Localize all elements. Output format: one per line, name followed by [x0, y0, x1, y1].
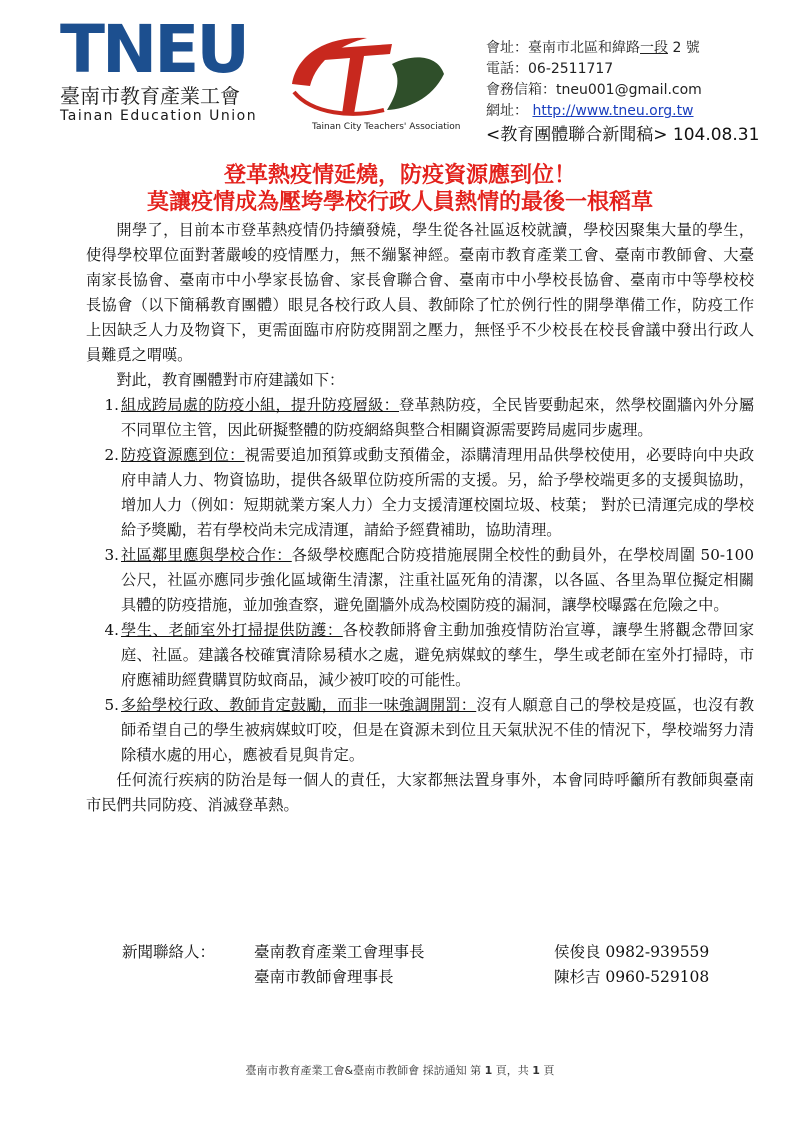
item-number: 5. [104, 696, 119, 714]
recommendation-item [86, 443, 754, 543]
headline-1: 登革熱疫情延燒，防疫資源應到位！ [223, 162, 576, 188]
email-row [486, 80, 759, 101]
item-number: 1. [104, 396, 119, 414]
footer-text-mid: 頁，共 [492, 1064, 533, 1077]
item-text: 視需要追加預算或動支預備金，添購清理用品供學校使用，必要時向中央政府申請人力、物資協助，提供各級單位防疫所需的支援。另，給予學校端更多的支援與協助，增加人力（例如：短期就業方案人力）全力支援清運校園垃圾、枝葉； 對於已清運完成的學校給予獎勵，若有學校尚未完成清運，請給予經費補助，協助清理。 [121, 446, 754, 539]
tneu-name-en: Tainan Education Union [60, 108, 258, 124]
phone-row [486, 59, 759, 80]
item-number: 2. [104, 446, 119, 464]
page-total: 1 [532, 1064, 540, 1077]
tta-logo [272, 14, 472, 140]
item-heading: 組成跨局處的防疫小組，提升防疫層級： [121, 396, 400, 414]
contact-row [122, 940, 709, 965]
contact-block [486, 38, 759, 146]
address-text: 臺南市北區和緯路 [528, 40, 640, 56]
email-label: 會務信箱： [486, 82, 556, 98]
address-underlined: 一段 [640, 40, 668, 56]
email-value: tneu001@gmail.com [556, 82, 702, 98]
item-text: 各校教師將會主動加強疫情防治宣導，讓學生將觀念帶回家庭、社區。建議各校確實清除易積水之處，避免病媒蚊的孳生，學生或老師在室外打掃時，市府應補助經費購買防蚊商品，減少被叮咬的可能性。 [121, 621, 755, 689]
tta-emblem-icon [272, 14, 472, 124]
item-heading: 社區鄰里應與學校合作： [121, 546, 292, 564]
web-row [486, 101, 759, 122]
item-number: 3. [104, 546, 119, 564]
website-link[interactable]: http://www.tneu.org.tw [532, 103, 694, 119]
phone-value: 06-2511717 [528, 61, 614, 77]
item-number: 4. [104, 621, 119, 639]
item-heading: 防疫資源應到位： [121, 446, 245, 464]
page-number: 1 [484, 1064, 493, 1077]
contacts-label: 新聞聯絡人： [122, 943, 216, 961]
item-heading: 學生、老師室外打掃提供防護： [121, 621, 343, 639]
item-heading: 多給學校行政、教師肯定鼓勵，而非一味強調開罰： [121, 696, 477, 714]
address-row [486, 38, 759, 59]
address-number: 2 號 [668, 40, 700, 56]
recommendation-item [86, 618, 754, 693]
phone-label: 電話： [486, 61, 528, 77]
contact-org: 臺南市教師會理事長 [254, 968, 394, 986]
contact-org: 臺南教育產業工會理事長 [254, 943, 425, 961]
opening-paragraph: 開學了，目前本市登革熱疫情仍持續發燒，學生從各社區返校就讀，學校因聚集大量的學生，使得學校單位面對著嚴峻的疫情壓力，無不繃緊神經。臺南市教育產業工會、臺南市教師會、大臺南家長協會、臺南市中小學家長協會、家長會聯合會、臺南市中小學校長協會、臺南市中等學校校長協會（以下簡稱教育團體）眼見各校行政人員、教師除了忙於例行性的開學準備工作，防疫工作上因缺乏人力及物資下，更需面臨市府防疫開罰之壓力，無怪乎不少校長在校長會議中發出行政人員難覓之喟嘆。 [86, 221, 754, 364]
recommendation-item [86, 543, 754, 618]
address-label: 會址： [486, 40, 528, 56]
contact-person: 侯俊良 0982-939559 [554, 943, 710, 961]
item-text: 各級學校應配合防疫措施展開全校性的動員外，在學校周圍 50-100 公尺，社區亦應同步強化區域衛生清潔，注重社區死角的清潔，以各區、各里為單位擬定相關具體的防疫措施，並加強查察，避免圍牆外成為校園防疫的漏洞，讓學校曝露在危險之中。 [121, 546, 754, 614]
recommendation-item [86, 693, 754, 768]
contact-person: 陳杉吉 0960-529108 [554, 968, 710, 986]
recommendation-item [86, 393, 754, 443]
tneu-mark-text: TNEU [60, 11, 247, 88]
tneu-logo [60, 11, 260, 124]
contact-row [122, 965, 709, 990]
closing-paragraph: 任何流行疾病的防治是每一個人的責任，大家都無法置身事外，本會同時呼籲所有教師與臺南市民們共同防疫、消滅登革熱。 [86, 771, 754, 814]
item-text: 登革熱防疫，全民皆要動起來，然學校圍牆內外分屬不同單位主管，因此研擬整體的防疫網絡與整合相關資源需要跨局處同步處理。 [121, 396, 754, 439]
web-label: 網址： [486, 103, 528, 119]
page-footer [0, 1062, 800, 1078]
intro-line: 對此，教育團體對市府建議如下： [116, 371, 345, 389]
tneu-name-zh: 臺南市教育產業工會 [60, 84, 240, 108]
footer-text: 臺南市教育產業工會&臺南市教師會 採訪通知 第 [245, 1064, 485, 1077]
headline-2: 莫讓疫情成為壓垮學校行政人員熱情的最後一根稻草 [146, 189, 653, 215]
tneu-wordmark [60, 11, 260, 88]
footer-text-end: 頁 [539, 1064, 555, 1077]
press-contacts [122, 940, 709, 990]
article-body [86, 218, 754, 818]
release-tag: <教育團體聯合新聞稿> 104.08.31 [486, 125, 760, 145]
item-text: 沒有人願意自己的學校是疫區，也沒有教師希望自己的學生被病媒蚊叮咬，但是在資源未到位且天氣狀況不佳的情況下，學校端努力清除積水處的用心，應被看見與肯定。 [121, 696, 755, 764]
tta-name-en: Tainan City Teachers' Association [312, 122, 461, 132]
